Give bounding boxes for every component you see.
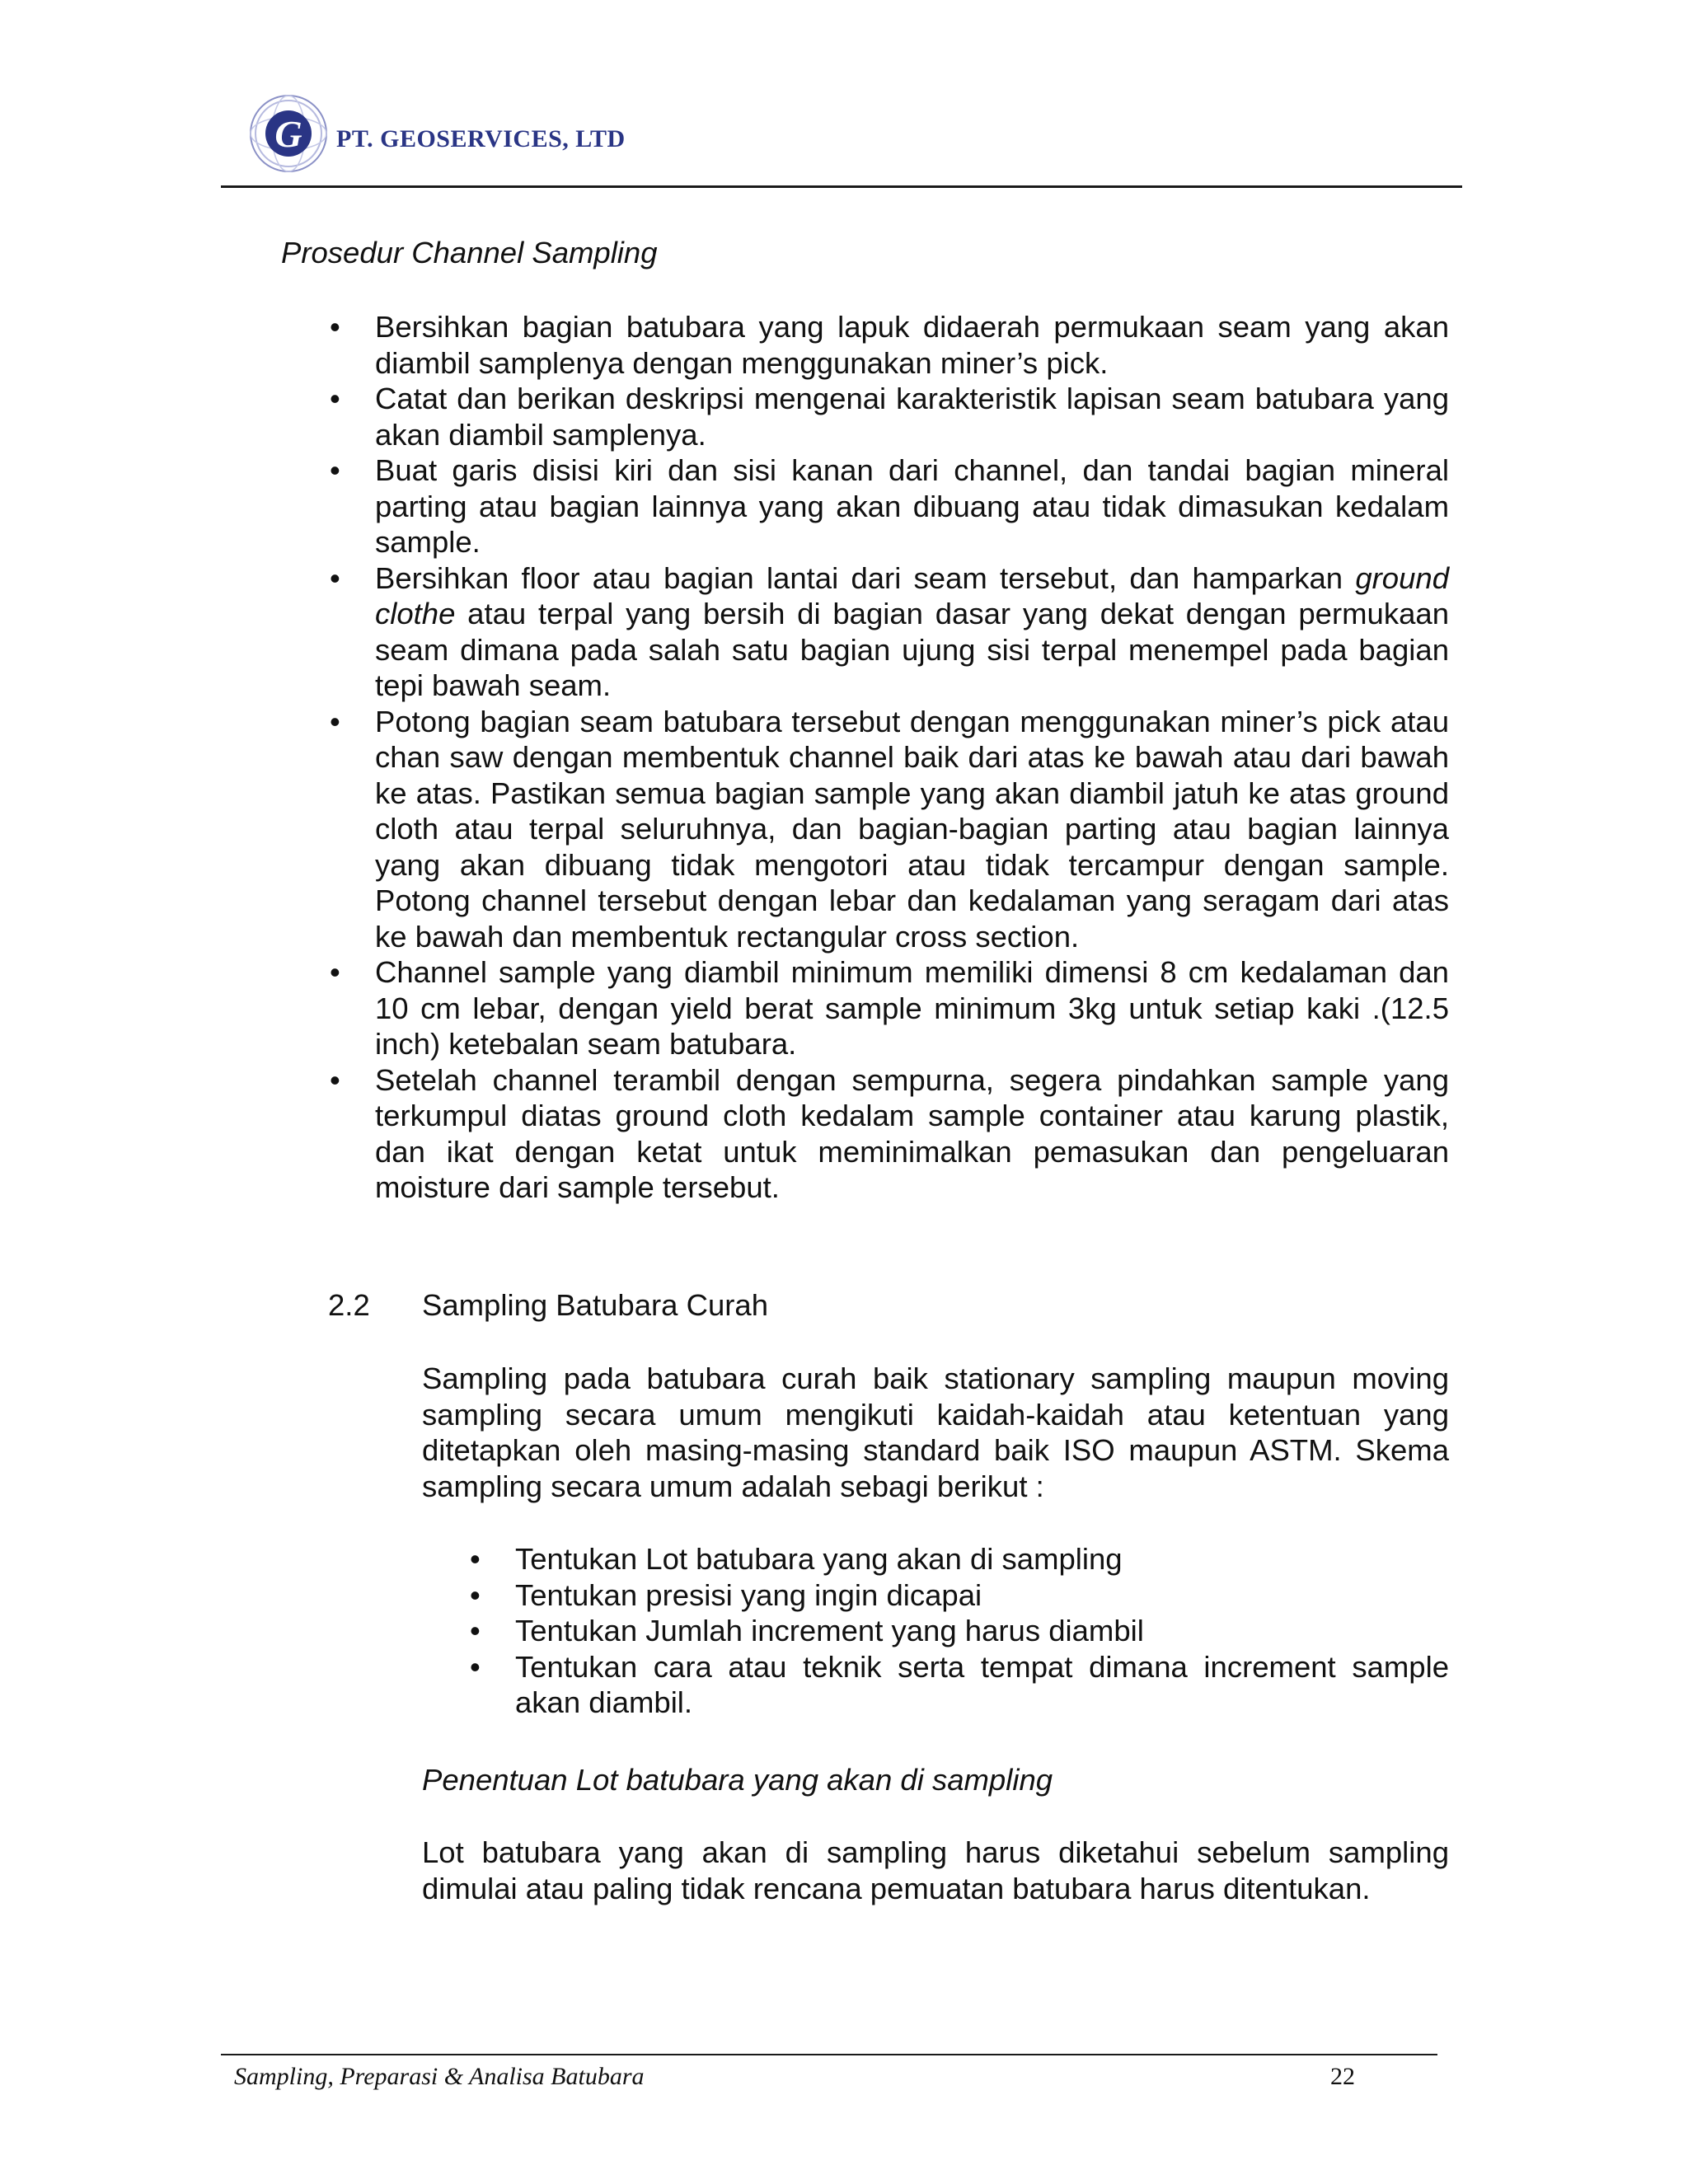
procedure-title: Prosedur Channel Sampling	[281, 236, 658, 269]
section-number: 2.2	[328, 1288, 370, 1322]
footer-divider	[221, 2054, 1437, 2055]
list-item: • Buat garis disisi kiri dan sisi kanan dari channel, dan tandai bagian mineral parting atau bagian lainnya yang akan dibuang atau tidak dimasukan kedalam sample.	[330, 453, 1449, 559]
bullet-icon: •	[330, 382, 340, 415]
footer-title: Sampling, Preparasi & Analisa Batubara	[234, 2063, 645, 2090]
bullet-icon: •	[330, 955, 340, 989]
bullet-icon: •	[470, 1577, 481, 1612]
company-name: PT. GEOSERVICES, LTD	[336, 125, 626, 152]
procedure-bullet-list	[330, 309, 1449, 1206]
bullet-icon: •	[330, 310, 340, 344]
scheme-bullet-list	[470, 1541, 1449, 1721]
subheading: Penentuan Lot batubara yang akan di sampling	[422, 1763, 1053, 1797]
list-item: • Catat dan berikan deskripsi mengenai karakteristik lapisan seam batubara yang akan diambil samplenya.	[330, 382, 1449, 452]
header-divider	[221, 185, 1462, 188]
bullet-icon: •	[470, 1614, 481, 1647]
page-number: 22	[1330, 2063, 1355, 2090]
section-paragraph: Sampling pada batubara curah baik stationary sampling maupun moving sampling secara umum mengikuti kaidah-kaidah atau ketentuan yang ditetapkan oleh masing-masing standard baik ISO maupun ASTM. Skema sampling secara umum adalah sebagi berikut :	[422, 1361, 1449, 1503]
bullet-icon: •	[330, 560, 340, 595]
bullet-icon: •	[470, 1649, 481, 1684]
bullet-icon: •	[330, 453, 340, 487]
list-item: • Tentukan Lot batubara yang akan di sampling	[470, 1542, 1123, 1576]
logo-letter: G	[274, 113, 302, 155]
list-item: • Tentukan Jumlah increment yang harus diambil	[470, 1614, 1144, 1647]
list-item: • Channel sample yang diambil minimum memiliki dimensi 8 cm kedalaman dan 10 cm lebar, dengan yield berat sample minimum 3kg untuk setiap kaki .(12.5 inch) ketebalan seam batubara.	[330, 955, 1449, 1061]
list-item: • Tentukan presisi yang ingin dicapai	[470, 1577, 982, 1612]
company-logo	[247, 92, 330, 175]
bullet-icon: •	[330, 1062, 340, 1097]
list-item: • Bersihkan bagian batubara yang lapuk didaerah permukaan seam yang akan diambil samplenya dengan menggunakan miner’s pick.	[330, 310, 1449, 380]
bullet-icon: •	[470, 1542, 481, 1576]
list-item: • Setelah channel terambil dengan sempurna, segera pindahkan sample yang terkumpul diatas ground cloth kedalam sample container atau karung plastik, dan ikat dengan ketat untuk meminimalkan pemasukan dan pengeluaran moisture dari sample tersebut.	[330, 1062, 1449, 1204]
lot-paragraph: Lot batubara yang akan di sampling harus diketahui sebelum sampling dimulai atau paling tidak rencana pemuatan batubara harus ditentukan.	[422, 1835, 1449, 1905]
italic-term: ground clothe	[375, 560, 1449, 630]
list-item: • Bersihkan floor atau bagian lantai dari seam tersebut, dan hamparkan ground clothe atau terpal yang bersih di bagian dasar yang dekat dengan permukaan seam dimana pada salah satu bagian ujung sisi terpal menempel pada bagian tepi bawah seam.	[330, 560, 1449, 702]
section-title: Sampling Batubara Curah	[422, 1288, 768, 1322]
list-item: • Tentukan cara atau teknik serta tempat dimana increment sample akan diambil.	[470, 1649, 1449, 1719]
bullet-icon: •	[330, 704, 340, 738]
list-item: • Potong bagian seam batubara tersebut dengan menggunakan miner’s pick atau chan saw dengan membentuk channel baik dari atas ke bawah atau dari bawah ke atas. Pastikan semua bagian sample yang akan diambil jatuh ke atas ground cloth atau terpal seluruhnya, dan bagian-bagian parting atau bagian lainnya yang akan dibuang tidak mengotori atau tidak tercampur dengan sample. Potong channel tersebut dengan lebar dan kedalaman yang seragam dari atas ke bawah dan membentuk rectangular cross section.	[330, 704, 1449, 954]
